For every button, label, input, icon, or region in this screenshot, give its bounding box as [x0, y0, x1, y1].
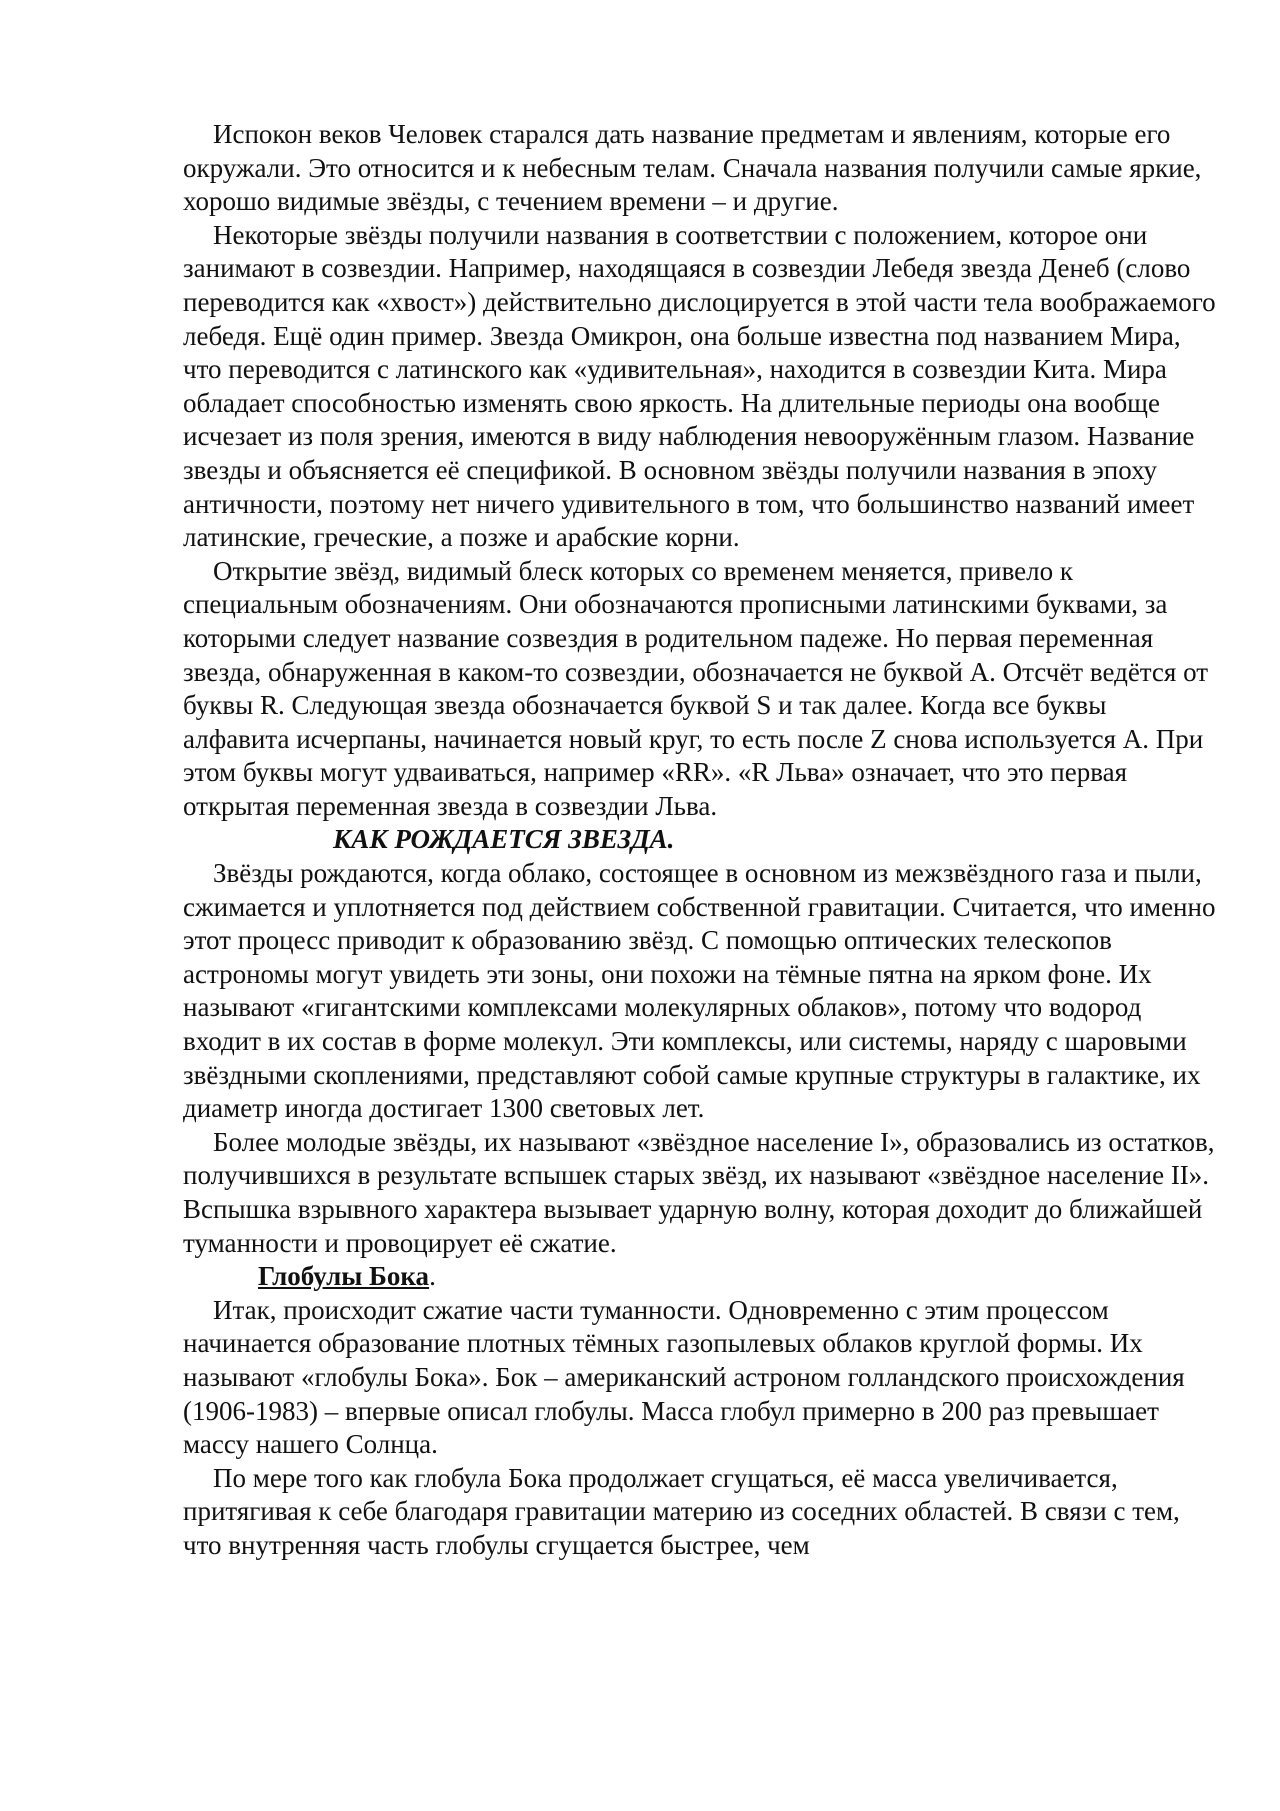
- heading-star-birth: КАК РОЖДАЕТСЯ ЗВЕЗДА.: [333, 824, 675, 855]
- heading-bok-globules-text: Глобулы Бока: [258, 1261, 430, 1292]
- document-page: [183, 118, 1218, 1563]
- heading-bok-globules-period: .: [429, 1261, 436, 1292]
- paragraph-naming-intro: Испокон веков Человек старался дать название предметам и явлениям, которые его окружали. Это относится и к небесным телам. Сначала названия получили самые яркие, хорошо видимые звёзды, с течением времени – и другие.: [183, 119, 1202, 217]
- paragraph-globule-condensation: По мере того как глобула Бока продолжает сгущаться, её масса увеличивается, притягивая к себе благодаря гравитации материю из соседних областей. В связи с тем, что внутренняя часть глобулы сгущается быстрее, чем: [183, 1462, 1180, 1560]
- paragraph-molecular-clouds: Звёзды рождаются, когда облако, состоящее в основном из межзвёздного газа и пыли, сжимается и уплотняется под действием собственной гравитации. Считается, что именно этот процесс приводит к образованию звёзд. С помощью оптических телескопов астрономы могут увидеть эти зоны, они похожи на тёмные пятна на ярком фоне. Их называют «гигантскими комплексами молекулярных облаков», потому что водород входит в их состав в форме молекул. Эти комплексы, или системы, наряду с шаровыми звёздными скоплениями, представляют собой самые крупные структуры в галактике, их диаметр иногда достигает 1300 световых лет.: [183, 858, 1216, 1124]
- paragraph-constellation-names: Некоторые звёзды получили названия в соответствии с положением, которое они занимают в созвездии. Например, находящаяся в созвездии Лебедя звезда Денеб (слово переводится как «хвост») действительно дислоцируется в этой части тела воображаемого лебедя. Ещё один пример. Звезда Омикрон, она больше известна под названием Мира, что переводится с латинского как «удивительная», находится в созвездии Кита. Мира обладает способностью изменять свою яркость. На длительные периоды она вообще исчезает из поля зрения, имеются в виду наблюдения невооружённым глазом. Название звезды и объясняется её спецификой. В основном звёзды получили названия в эпоху античности, поэтому нет ничего удивительного в том, что большинство названий имеет латинские, греческие, а позже и арабские корни.: [183, 219, 1216, 553]
- paragraph-globule-formation: Итак, происходит сжатие части туманности. Одновременно с этим процессом начинается образование плотных тёмных газопылевых облаков круглой формы. Их называют «глобулы Бока». Бок – американский астроном голландского происхождения (1906-1983) – впервые описал глобулы. Масса глобул примерно в 200 раз превышает массу нашего Солнца.: [183, 1294, 1185, 1460]
- heading-bok-globules: [183, 1260, 1218, 1294]
- paragraph-star-populations: Более молодые звёзды, их называют «звёздное население I», образовались из остатков, получившихся в результате вспышек старых звёзд, их называют «звёздное население II». Вспышка взрывного характера вызывает ударную волну, которая доходит до ближайшей туманности и провоцирует её сжатие.: [183, 1126, 1215, 1258]
- paragraph-variable-stars: Открытие звёзд, видимый блеск которых со временем меняется, привело к специальным обозначениям. Они обозначаются прописными латинскими буквами, за которыми следует название созвездия в родительном падеже. Но первая переменная звезда, обнаруженная в каком-то созвездии, обозначается не буквой А. Отсчёт ведётся от буквы R. Следующая звезда обозначается буквой S и так далее. Когда все буквы алфавита исчерпаны, начинается новый круг, то есть после Z снова используется А. При этом буквы могут удваиваться, например «RR». «R Льва» означает, что это первая открытая переменная звезда в созвездии Льва.: [183, 555, 1209, 821]
